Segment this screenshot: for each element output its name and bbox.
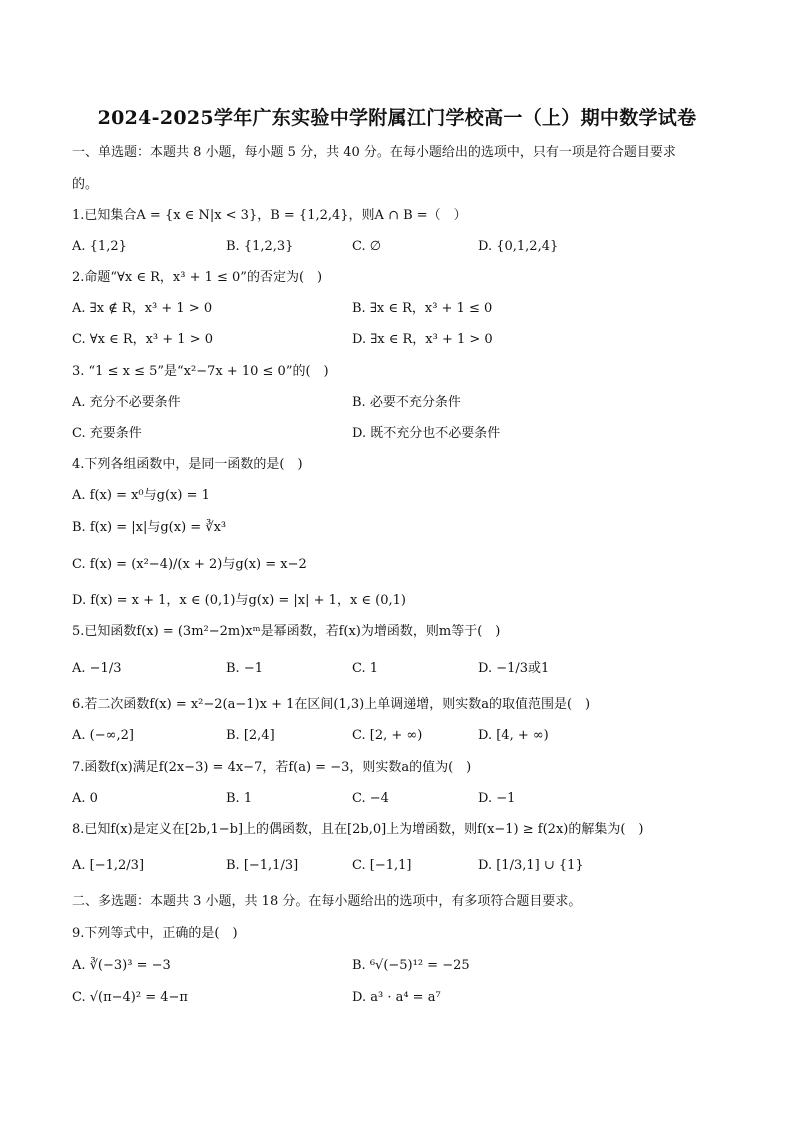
q1-option-d: D. {0,1,2,4}	[478, 239, 559, 254]
q1-option-c: C. ∅	[352, 239, 382, 254]
q6-option-d: D. [4, + ∞)	[478, 728, 549, 743]
section-2-heading: 二、多选题：本题共 3 小题，共 18 分。在每小题给出的选项中，有多项符合题目要求。	[72, 894, 582, 909]
q6-option-a: A. (−∞,2]	[72, 728, 134, 743]
q7-option-b: B. 1	[226, 791, 253, 806]
section-1-heading-cont: 的。	[72, 177, 99, 192]
q8-option-a: A. [−1,2/3]	[72, 858, 145, 873]
q3-option-b: B. 必要不充分条件	[352, 395, 461, 410]
q5-option-b: B. −1	[226, 661, 263, 676]
q8-option-d: D. [1/3,1] ∪ {1}	[478, 858, 584, 873]
q8-option-b: B. [−1,1/3]	[226, 858, 299, 873]
question-4: 4.下列各组函数中，是同一函数的是( )	[72, 457, 303, 472]
question-8: 8.已知f(x)是定义在[2b,1−b]上的偶函数，且在[2b,0]上为增函数，则f(x−1) ≥ f(2x)的解集为( )	[72, 822, 644, 837]
q7-option-c: C. −4	[352, 791, 389, 806]
question-5: 5.已知函数f(x) = (3m²−2m)xᵐ是幂函数，若f(x)为增函数，则m等于( )	[72, 624, 501, 639]
q8-option-c: C. [−1,1]	[352, 858, 412, 873]
q4-option-b: B. f(x) = |x|与g(x) = ∛x³	[72, 520, 227, 535]
q2-option-c: C. ∀x ∈ R，x³ + 1 > 0	[72, 332, 214, 347]
q1-option-b: B. {1,2,3}	[226, 239, 294, 254]
q5-option-a: A. −1/3	[72, 661, 122, 676]
section-1-heading: 一、单选题：本题共 8 小题，每小题 5 分，共 40 分。在每小题给出的选项中，只有一项是符合题目要求	[72, 145, 676, 160]
q9-option-d: D. a³ · a⁴ = a⁷	[352, 990, 441, 1005]
q9-option-c: C. √(π−4)² = 4−π	[72, 990, 188, 1005]
q3-option-d: D. 既不充分也不必要条件	[352, 426, 501, 441]
q9-option-a: A. ∛(−3)³ = −3	[72, 958, 171, 973]
q3-option-c: C. 充要条件	[72, 426, 142, 441]
q2-option-d: D. ∃x ∈ R，x³ + 1 > 0	[352, 332, 493, 347]
question-3: 3. “1 ≤ x ≤ 5”是“x²−7x + 10 ≤ 0”的( )	[72, 364, 329, 379]
question-2: 2.命题“∀x ∈ R，x³ + 1 ≤ 0”的否定为( )	[72, 270, 323, 285]
q4-option-a: A. f(x) = x⁰与g(x) = 1	[72, 488, 210, 503]
question-9: 9.下列等式中，正确的是( )	[72, 926, 238, 941]
question-7: 7.函数f(x)满足f(2x−3) = 4x−7，若f(a) = −3，则实数a的值为( )	[72, 760, 472, 775]
q9-option-b: B. ⁶√(−5)¹² = −25	[352, 958, 470, 973]
q7-option-d: D. −1	[478, 791, 516, 806]
q7-option-a: A. 0	[72, 791, 98, 806]
q6-option-c: C. [2, + ∞)	[352, 728, 423, 743]
q6-option-b: B. [2,4]	[226, 728, 275, 743]
q4-option-c: C. f(x) = (x²−4)/(x + 2)与g(x) = x−2	[72, 557, 307, 572]
page-title: 2024-2025学年广东实验中学附属江门学校高一（上）期中数学试卷	[97, 107, 697, 129]
q2-option-a: A. ∃x ∉ R，x³ + 1 > 0	[72, 301, 213, 316]
q2-option-b: B. ∃x ∈ R，x³ + 1 ≤ 0	[352, 301, 493, 316]
question-1: 1.已知集合A = {x ∈ N|x < 3}，B = {1,2,4}，则A ∩ B =（ ）	[72, 208, 467, 223]
q5-option-c: C. 1	[352, 661, 379, 676]
q3-option-a: A. 充分不必要条件	[72, 395, 181, 410]
q5-option-d: D. −1/3或1	[478, 661, 550, 676]
q4-option-d: D. f(x) = x + 1，x ∈ (0,1)与g(x) = |x| + 1，x ∈ (0,1)	[72, 593, 406, 608]
q1-option-a: A. {1,2}	[72, 239, 127, 254]
question-6: 6.若二次函数f(x) = x²−2(a−1)x + 1在区间(1,3)上单调递增，则实数a的取值范围是( )	[72, 697, 591, 712]
